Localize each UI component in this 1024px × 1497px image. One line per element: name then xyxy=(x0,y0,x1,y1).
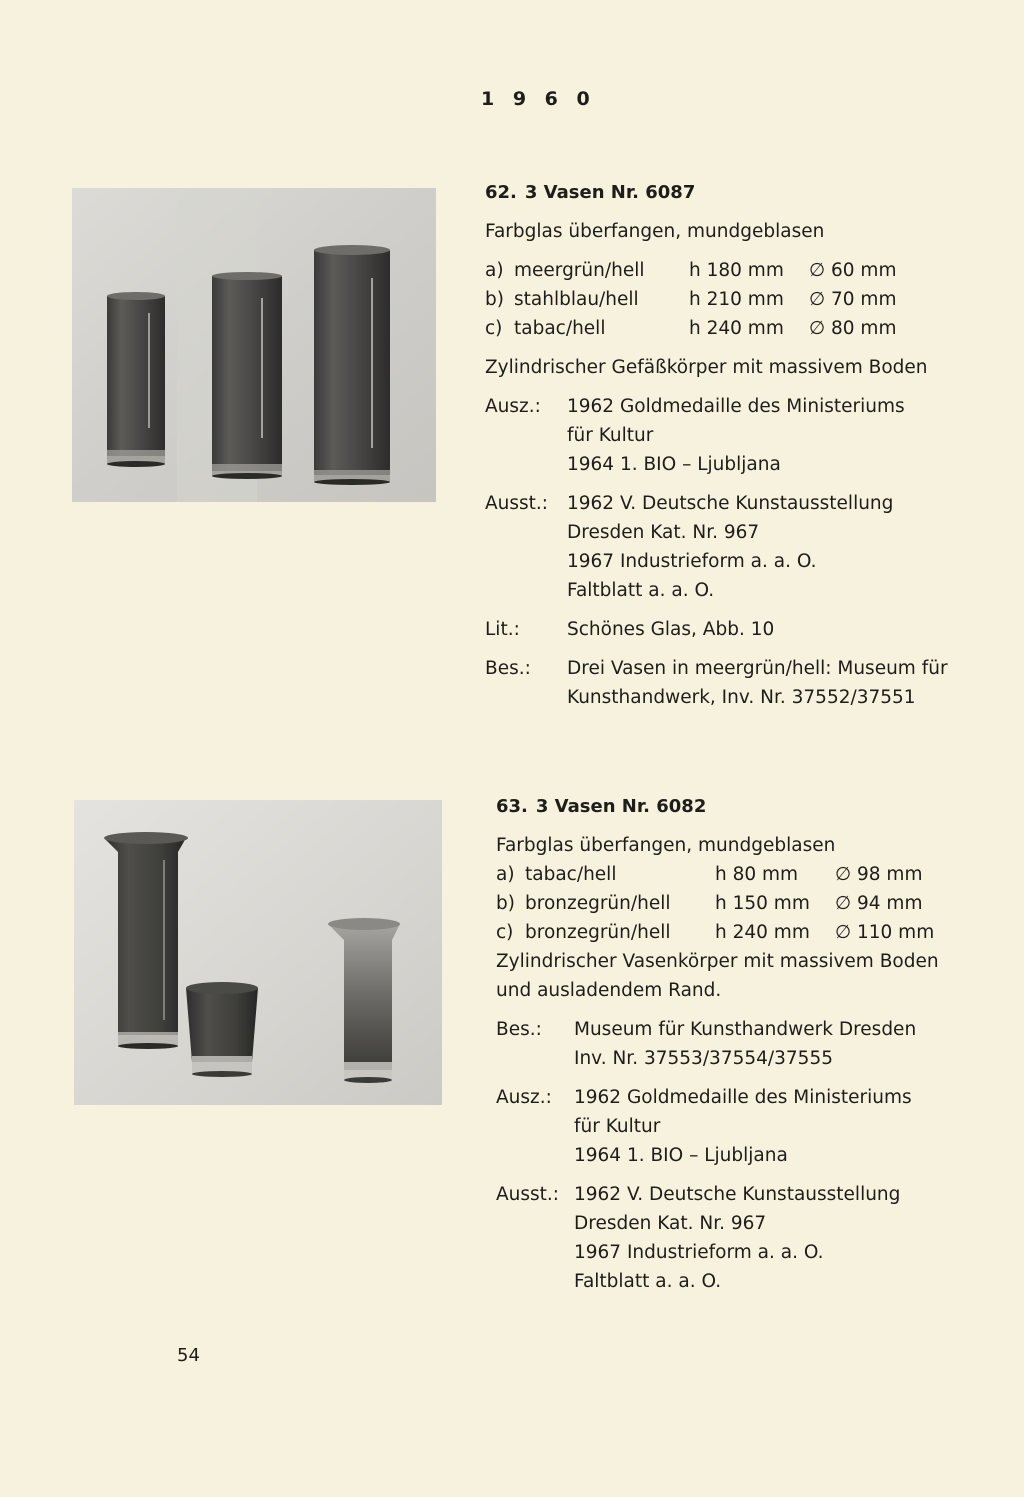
variant-diameter: ∅ 110 mm xyxy=(835,922,935,943)
variant-key: b) xyxy=(485,289,504,310)
note-line: 1962 V. Deutsche Kunstausstellung xyxy=(567,493,894,514)
vase-small-image xyxy=(186,982,258,1077)
vase-b-image xyxy=(212,272,282,479)
variant-height: h 240 mm xyxy=(689,318,784,339)
catalog-entry-62 xyxy=(485,178,985,712)
note-line: Dresden Kat. Nr. 967 xyxy=(567,522,760,543)
variant-key: b) xyxy=(496,893,515,914)
entry-description: Farbglas überfangen, mundgeblasen xyxy=(496,835,836,856)
note-ausst xyxy=(485,489,985,605)
note-label: Bes.: xyxy=(496,1019,542,1040)
note-line: 1967 Industrieform a. a. O. xyxy=(574,1242,824,1263)
variant-diameter: ∅ 70 mm xyxy=(809,289,897,310)
note-bes xyxy=(496,1015,996,1073)
variant-key: a) xyxy=(496,864,515,885)
variant-height: h 240 mm xyxy=(715,922,810,943)
variant-row xyxy=(496,889,996,918)
entry-number: 63. xyxy=(496,796,528,817)
note-line: für Kultur xyxy=(574,1116,661,1137)
catalog-entry-63 xyxy=(496,792,996,1296)
variant-diameter: ∅ 94 mm xyxy=(835,893,923,914)
note-label: Ausst.: xyxy=(485,493,549,514)
variant-height: h 150 mm xyxy=(715,893,810,914)
variant-name: stahlblau/hell xyxy=(514,289,639,310)
variant-name: bronzegrün/hell xyxy=(525,922,671,943)
variant-diameter: ∅ 80 mm xyxy=(809,318,897,339)
entry-title xyxy=(485,178,985,207)
vase-a-image xyxy=(107,292,165,467)
vase-c-image xyxy=(314,245,390,485)
note-ausz xyxy=(496,1083,996,1170)
variant-height: h 180 mm xyxy=(689,260,784,281)
entry-body-text: Zylindrischer Gefäßkörper mit massivem Boden xyxy=(485,357,928,378)
entry-body-text: und ausladendem Rand. xyxy=(496,980,722,1001)
note-label: Ausz.: xyxy=(496,1087,552,1108)
variant-key: a) xyxy=(485,260,504,281)
variant-row xyxy=(485,314,985,343)
note-label: Ausz.: xyxy=(485,396,541,417)
variant-diameter: ∅ 98 mm xyxy=(835,864,923,885)
note-line: Museum für Kunsthandwerk Dresden xyxy=(574,1019,917,1040)
entry-name: 3 Vasen Nr. 6082 xyxy=(535,796,707,817)
note-lit xyxy=(485,615,985,644)
page-year: 1 9 6 0 xyxy=(481,88,596,110)
note-line: Inv. Nr. 37553/37554/37555 xyxy=(574,1048,833,1069)
note-line: Kunsthandwerk, Inv. Nr. 37552/37551 xyxy=(567,687,916,708)
variant-height: h 210 mm xyxy=(689,289,784,310)
note-ausst xyxy=(496,1180,996,1296)
page-number: 54 xyxy=(177,1345,200,1366)
entry-title xyxy=(496,792,996,821)
note-ausz xyxy=(485,392,985,479)
note-line: 1962 Goldmedaille des Ministeriums xyxy=(574,1087,912,1108)
note-line: 1962 Goldmedaille des Ministeriums xyxy=(567,396,905,417)
note-bes xyxy=(485,654,985,712)
note-label: Bes.: xyxy=(485,658,531,679)
entry-number: 62. xyxy=(485,182,517,203)
variant-name: tabac/hell xyxy=(514,318,606,339)
photo-vases-6087 xyxy=(72,188,436,502)
variant-row xyxy=(485,285,985,314)
variant-row xyxy=(496,860,996,889)
variant-height: h 80 mm xyxy=(715,864,799,885)
entry-name: 3 Vasen Nr. 6087 xyxy=(524,182,696,203)
variant-row xyxy=(496,918,996,947)
photo-vases-6082 xyxy=(74,800,442,1105)
entry-body-text: Zylindrischer Vasenkörper mit massivem Boden xyxy=(496,951,939,972)
note-line: 1964 1. BIO – Ljubljana xyxy=(567,454,781,475)
note-line: Drei Vasen in meergrün/hell: Museum für xyxy=(567,658,948,679)
note-line: 1967 Industrieform a. a. O. xyxy=(567,551,817,572)
note-line: 1962 V. Deutsche Kunstausstellung xyxy=(574,1184,901,1205)
note-line: Faltblatt a. a. O. xyxy=(567,580,715,601)
note-label: Lit.: xyxy=(485,619,520,640)
note-line: Schönes Glas, Abb. 10 xyxy=(567,619,775,640)
variant-key: c) xyxy=(485,318,503,339)
entry-description: Farbglas überfangen, mundgeblasen xyxy=(485,221,825,242)
note-label: Ausst.: xyxy=(496,1184,560,1205)
note-line: Dresden Kat. Nr. 967 xyxy=(574,1213,767,1234)
variant-diameter: ∅ 60 mm xyxy=(809,260,897,281)
variant-name: bronzegrün/hell xyxy=(525,893,671,914)
variant-name: meergrün/hell xyxy=(514,260,645,281)
variant-name: tabac/hell xyxy=(525,864,617,885)
note-line: 1964 1. BIO – Ljubljana xyxy=(574,1145,788,1166)
note-line: Faltblatt a. a. O. xyxy=(574,1271,722,1292)
variant-key: c) xyxy=(496,922,514,943)
variant-row xyxy=(485,256,985,285)
note-line: für Kultur xyxy=(567,425,654,446)
